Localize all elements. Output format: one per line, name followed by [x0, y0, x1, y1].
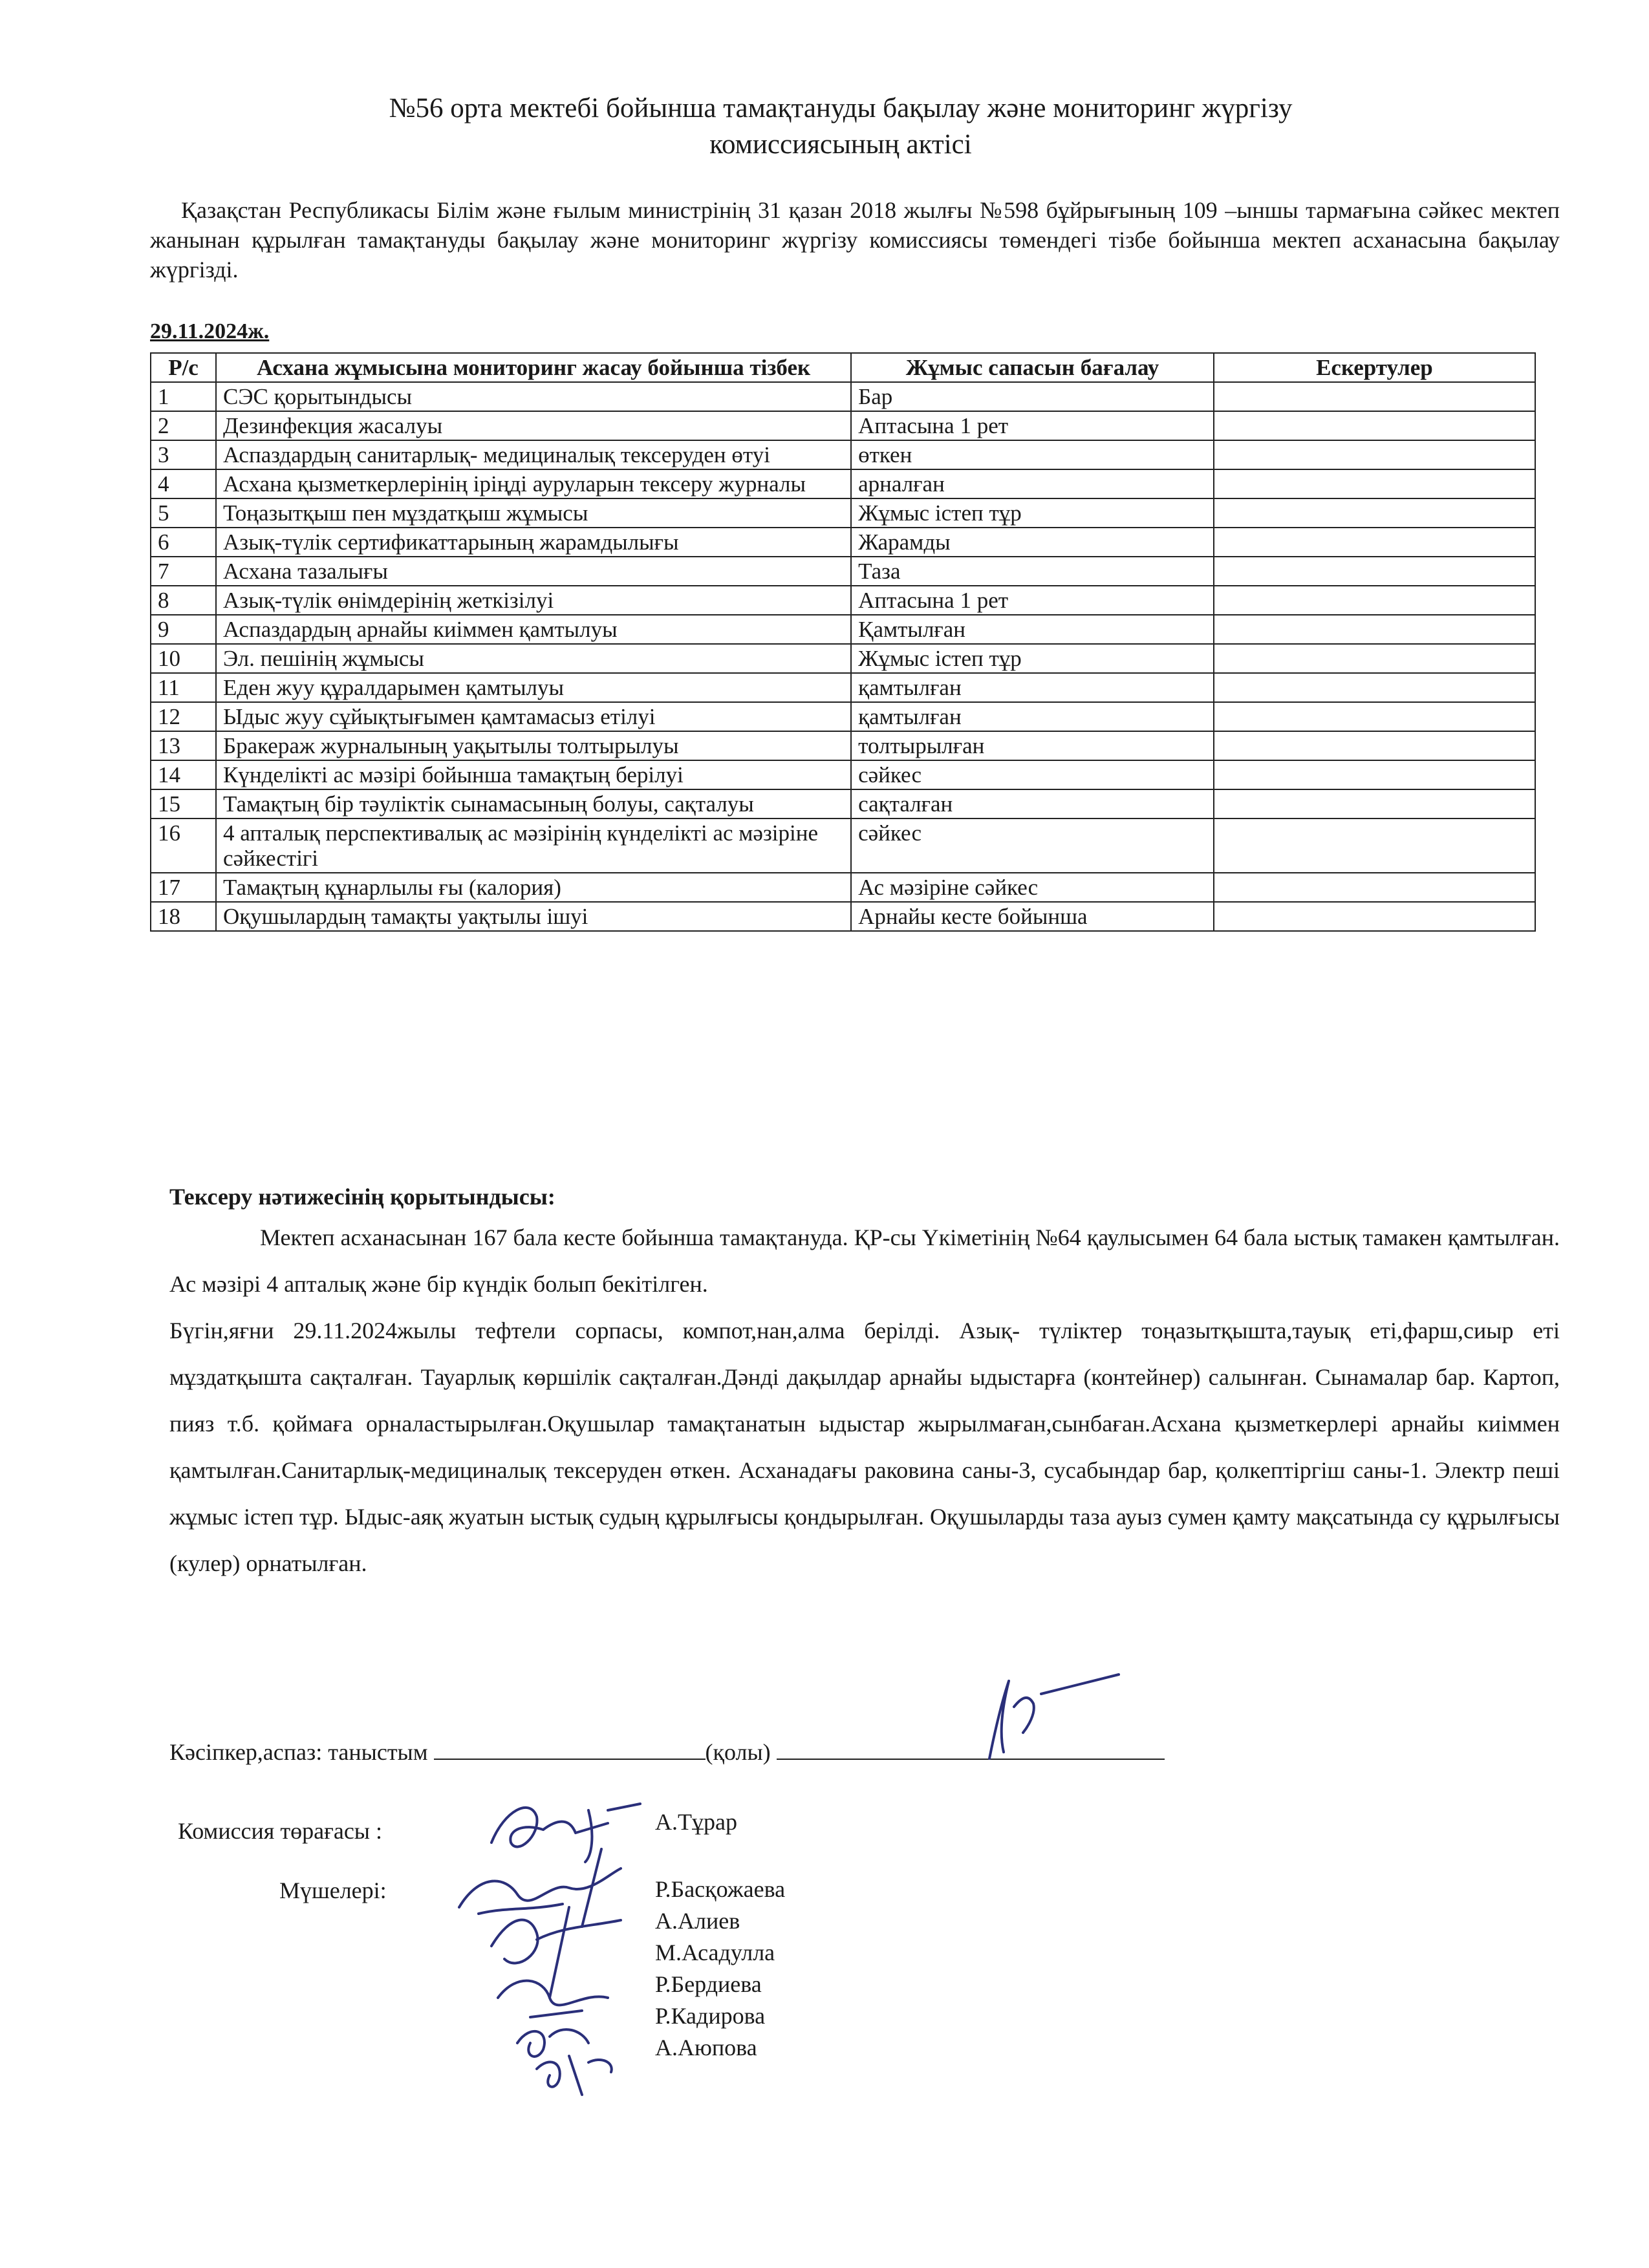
member-name: Р.Кадирова — [655, 2003, 766, 2029]
cell-quality: толтырылған — [851, 731, 1214, 760]
cell-item: Тамақтың бір тәуліктік сынамасының болуы, сақталуы — [216, 789, 851, 818]
cell-num: 10 — [151, 644, 216, 673]
cell-num: 9 — [151, 615, 216, 644]
cell-item: СЭС қорытындысы — [216, 382, 851, 411]
table-row — [151, 498, 1535, 528]
members-signatures — [453, 1849, 666, 2095]
cell-num: 12 — [151, 702, 216, 731]
cell-quality: қамтылған — [851, 673, 1214, 702]
chair-name: А.Тұрар — [655, 1809, 737, 1835]
cell-num: 5 — [151, 498, 216, 528]
cell-quality: сақталған — [851, 789, 1214, 818]
table-row — [151, 673, 1535, 702]
member-name: М.Асадулла — [655, 1940, 775, 1965]
table-row — [151, 731, 1535, 760]
sign-label: (қолы) — [705, 1739, 771, 1765]
cell-num: 8 — [151, 586, 216, 615]
header-notes: Ескертулер — [1214, 353, 1535, 382]
cell-quality: Жұмыс істеп тұр — [851, 498, 1214, 528]
cell-note — [1214, 760, 1535, 789]
table-row — [151, 902, 1535, 931]
cell-item: Асхана қызметкерлерінің іріңді ауруларын тексеру журналы — [216, 469, 851, 498]
monitoring-table — [150, 352, 1536, 932]
cell-num: 1 — [151, 382, 216, 411]
cell-num: 16 — [151, 818, 216, 873]
cell-item: Бракераж журналының уақытылы толтырылуы — [216, 731, 851, 760]
table-row — [151, 702, 1535, 731]
cell-item: Аспаздардың санитарлық- медициналық тексеруден өтуі — [216, 440, 851, 469]
table-row — [151, 615, 1535, 644]
cell-quality: Жұмыс істеп тұр — [851, 644, 1214, 673]
cell-item: 4 апталық перспективалық ас мәзірінің күнделікті ас мәзіріне сәйкестігі — [216, 818, 851, 873]
cell-quality: Жарамды — [851, 528, 1214, 557]
table-row — [151, 789, 1535, 818]
table-row — [151, 469, 1535, 498]
signature-blank — [434, 1738, 706, 1760]
chair-label: Комиссия төрағасы : — [178, 1818, 382, 1844]
cell-note — [1214, 818, 1535, 873]
cell-item: Тоңазытқыш пен мұздатқыш жұмысы — [216, 498, 851, 528]
cell-quality: өткен — [851, 440, 1214, 469]
table-row — [151, 382, 1535, 411]
cell-num: 14 — [151, 760, 216, 789]
title-line-2: комиссиясының актісі — [709, 129, 972, 160]
table-row — [151, 586, 1535, 615]
conclusion-text — [169, 1214, 1560, 1587]
cell-note — [1214, 789, 1535, 818]
cell-num: 11 — [151, 673, 216, 702]
cell-note — [1214, 615, 1535, 644]
cell-item: Азық-түлік сертификаттарының жарамдылығы — [216, 528, 851, 557]
conclusion-heading: Тексеру нәтижесінің қорытындысы: — [169, 1184, 555, 1210]
table-row — [151, 440, 1535, 469]
cell-note — [1214, 528, 1535, 557]
cell-num: 3 — [151, 440, 216, 469]
members-label: Мүшелері: — [279, 1878, 387, 1903]
cell-num: 13 — [151, 731, 216, 760]
cell-item: Аспаздардың арнайы киіммен қамтылуы — [216, 615, 851, 644]
cell-num: 15 — [151, 789, 216, 818]
cell-note — [1214, 702, 1535, 731]
cell-quality: сәйкес — [851, 818, 1214, 873]
table-row — [151, 557, 1535, 586]
cell-item: Эл. пешінің жұмысы — [216, 644, 851, 673]
cell-note — [1214, 731, 1535, 760]
cell-item: Еден жуу құралдарымен қамтылуы — [216, 673, 851, 702]
cell-note — [1214, 469, 1535, 498]
cell-item: Ыдыс жуу сұйықтығымен қамтамасыз етілуі — [216, 702, 851, 731]
cell-note — [1214, 873, 1535, 902]
cell-quality: Қамтылған — [851, 615, 1214, 644]
cell-num: 2 — [151, 411, 216, 440]
header-quality: Жұмыс сапасын бағалау — [851, 353, 1214, 382]
member-name: А.Аюпова — [655, 2035, 757, 2060]
cell-item: Күнделікті ас мәзірі бойынша тамақтың берілуі — [216, 760, 851, 789]
cell-num: 7 — [151, 557, 216, 586]
cell-quality: қамтылған — [851, 702, 1214, 731]
conclusion-para-2: Бүгін,яғни 29.11.2024жылы тефтели сорпасы, компот,нан,алма берілді. Азық- түліктер тоңазытқышта,тауық еті,фарш,сиыр еті мұздатқышта сақталған. Тауарлық көршілік сақталған.Дәнді дақылдар арнайы ыдыстарға (контейнер) салынған. Сынамалар бар. Картоп, пияз т.б. қоймаға орналастырылған.Оқушылар тамақтанатын ыдыстар жырылмаған,сынбаған.Асхана қызметкерлері арнайы киіммен қамтылған.Санитарлық-медициналық тексеруден өткен. Асханадағы раковина саны-3, сусабындар бар, қолкептіргіш саны-1. Электр пеші жұмыс істеп тұр. Ыдыс-аяқ жуатын ыстық судың құрылғысы қондырылған. Оқушыларды таза ауыз сумен қамту мақсатында су құрылғысы (кулер) орнатылған. — [169, 1318, 1560, 1576]
cell-quality: Аптасына 1 рет — [851, 586, 1214, 615]
document-title — [162, 91, 1520, 163]
table-row — [151, 411, 1535, 440]
entrepreneur-signature — [964, 1668, 1132, 1765]
member-name: Р.Басқожаева — [655, 1876, 786, 1902]
table-row — [151, 760, 1535, 789]
cell-quality: арналған — [851, 469, 1214, 498]
cell-item: Оқушылардың тамақты уақтылы ішуі — [216, 902, 851, 931]
cell-item: Азық-түлік өнімдерінің жеткізілуі — [216, 586, 851, 615]
table-row — [151, 528, 1535, 557]
cell-quality: Ас мәзіріне сәйкес — [851, 873, 1214, 902]
table-row — [151, 873, 1535, 902]
entrepreneur-label: Кәсіпкер,аспаз: таныстым — [169, 1739, 428, 1765]
cell-quality: Таза — [851, 557, 1214, 586]
conclusion-para-1: Мектеп асханасынан 167 бала кесте бойынша тамақтануда. ҚР-сы Үкіметінің №64 қаулысымен 64 бала ыстық тамакен қамтылған. Ас мәзірі 4 апталық және бір күндік болып бекітілген. — [169, 1225, 1560, 1297]
cell-item: Тамақтың құнарлылы ғы (калория) — [216, 873, 851, 902]
header-num: Р/с — [151, 353, 216, 382]
table-row — [151, 644, 1535, 673]
cell-quality: Арнайы кесте бойынша — [851, 902, 1214, 931]
cell-note — [1214, 902, 1535, 931]
cell-num: 4 — [151, 469, 216, 498]
cell-quality: Бар — [851, 382, 1214, 411]
cell-note — [1214, 411, 1535, 440]
cell-quality: сәйкес — [851, 760, 1214, 789]
cell-num: 6 — [151, 528, 216, 557]
cell-num: 17 — [151, 873, 216, 902]
title-line-1: №56 орта мектебі бойынша тамақтануды бақылау және мониторинг жүргізу — [389, 93, 1293, 123]
cell-note — [1214, 586, 1535, 615]
cell-item: Дезинфекция жасалуы — [216, 411, 851, 440]
members-list — [655, 1874, 785, 2064]
cell-num: 18 — [151, 902, 216, 931]
member-name: А.Алиев — [655, 1908, 740, 1934]
cell-note — [1214, 673, 1535, 702]
cell-note — [1214, 440, 1535, 469]
inspection-date: 29.11.2024ж. — [150, 319, 270, 343]
cell-note — [1214, 644, 1535, 673]
cell-item: Асхана тазалығы — [216, 557, 851, 586]
member-name: Р.Бердиева — [655, 1971, 762, 1997]
cell-note — [1214, 498, 1535, 528]
intro-paragraph: Қазақстан Республикасы Білім және ғылым министрінің 31 қазан 2018 жылғы №598 бұйрығының 109 –ыншы тармағына сәйкес мектеп жанынан құрылған тамақтануды бақылау және мониторинг жүргізу комиссиясы төмендегі тізбе бойынша мектеп асханасына бақылау жүргізді. — [150, 197, 1560, 283]
table-row — [151, 818, 1535, 873]
cell-quality: Аптасына 1 рет — [851, 411, 1214, 440]
cell-note — [1214, 382, 1535, 411]
header-item: Асхана жұмысына мониторинг жасау бойынша тізбек — [216, 353, 851, 382]
cell-note — [1214, 557, 1535, 586]
table-header-row — [151, 353, 1535, 382]
